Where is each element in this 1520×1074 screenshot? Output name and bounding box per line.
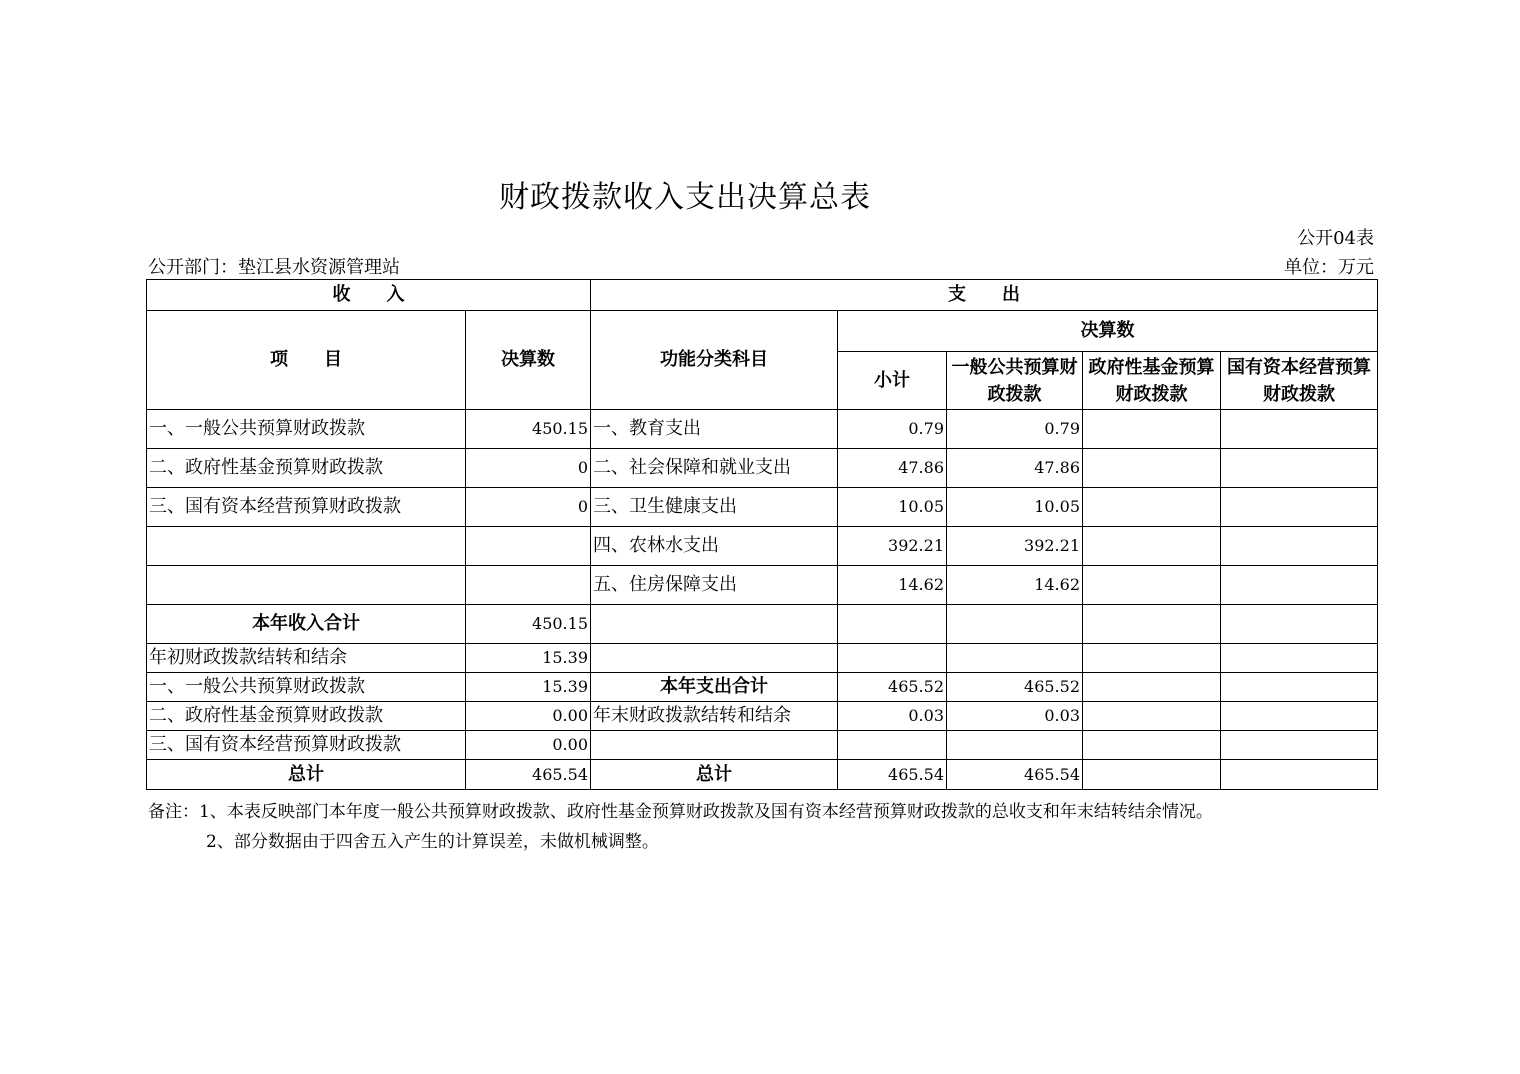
expense-general: 465.52 [947,673,1083,702]
grand-total-state [1221,760,1378,790]
grand-total-expense-label: 总计 [591,760,838,790]
table-number: 公开04表 [1297,228,1374,249]
income-value [466,566,591,605]
expense-subtotal: 392.21 [838,527,947,566]
expense-subtotal: 0.03 [838,702,947,731]
unit-label: 单位：万元 [1284,257,1374,278]
income-item: 二、政府性基金预算财政拨款 [147,702,466,731]
expense-state [1221,449,1378,488]
expense-general: 0.03 [947,702,1083,731]
table-row [147,702,1378,731]
income-value: 0.00 [466,702,591,731]
table-row [147,731,1378,760]
expense-item: 五、住房保障支出 [591,566,838,605]
expense-general [947,731,1083,760]
department-label: 公开部门：垫江县水资源管理站 [148,257,400,278]
notes [148,797,1213,857]
table-row [147,673,1378,702]
income-item: 三、国有资本经营预算财政拨款 [147,488,466,527]
item-header: 项 目 [147,311,466,410]
expense-subtotal: 14.62 [838,566,947,605]
grand-total-income-value: 465.54 [466,760,591,790]
expense-amount-header: 决算数 [838,311,1378,352]
income-total-value: 450.15 [466,605,591,644]
expense-subtotal: 10.05 [838,488,947,527]
subtotal-header: 小计 [838,352,947,410]
expense-state [1221,673,1378,702]
expense-item: 四、农林水支出 [591,527,838,566]
expense-general [947,644,1083,673]
expense-subtotal: 47.86 [838,449,947,488]
expense-gov-fund [1083,566,1221,605]
income-value [466,527,591,566]
income-item [147,566,466,605]
grand-total-subtotal: 465.54 [838,760,947,790]
note-1: 备注：1、本表反映部门本年度一般公共预算财政拨款、政府性基金预算财政拨款及国有资本经营预算财政拨款的总收支和年末结转结余情况。 [148,802,1213,822]
expense-state [1221,731,1378,760]
income-item: 一、一般公共预算财政拨款 [147,673,466,702]
expense-state [1221,488,1378,527]
func-class-header: 功能分类科目 [591,311,838,410]
expense-general: 0.79 [947,410,1083,449]
income-header: 收 入 [147,280,591,311]
table-row [147,410,1378,449]
table-row [147,449,1378,488]
expense-gov-fund [1083,527,1221,566]
income-value: 0 [466,449,591,488]
expense-subtotal [838,644,947,673]
table-row [147,488,1378,527]
expense-header: 支 出 [591,280,1378,311]
expense-state [1221,410,1378,449]
income-item [147,527,466,566]
state-capital-header: 国有资本经营预算财政拨款 [1221,352,1378,410]
expense-item: 二、社会保障和就业支出 [591,449,838,488]
expense-gov-fund [1083,449,1221,488]
expense-item: 一、教育支出 [591,410,838,449]
table-row [147,566,1378,605]
income-item: 三、国有资本经营预算财政拨款 [147,731,466,760]
expense-gov-fund [1083,644,1221,673]
expense-item: 三、卫生健康支出 [591,488,838,527]
expense-general: 10.05 [947,488,1083,527]
table-row [147,644,1378,673]
budget-table [146,279,1378,790]
grand-total-gov-fund [1083,760,1221,790]
expense-subtotal: 0.79 [838,410,947,449]
expense-gov-fund [1083,673,1221,702]
general-budget-header: 一般公共预算财政拨款 [947,352,1083,410]
table-row [147,527,1378,566]
income-value: 0.00 [466,731,591,760]
income-value: 450.15 [466,410,591,449]
expense-item [591,644,838,673]
gov-fund-header: 政府性基金预算财政拨款 [1083,352,1221,410]
note-2: 2、部分数据由于四舍五入产生的计算误差，未做机械调整。 [206,832,659,852]
expense-item: 年末财政拨款结转和结余 [591,702,838,731]
expense-general: 392.21 [947,527,1083,566]
expense-gov-fund [1083,731,1221,760]
expense-state [1221,566,1378,605]
expense-state [1221,527,1378,566]
grand-total-income-label: 总计 [147,760,466,790]
income-value: 15.39 [466,673,591,702]
income-amount-header: 决算数 [466,311,591,410]
expense-gov-fund [1083,488,1221,527]
income-item: 年初财政拨款结转和结余 [147,644,466,673]
income-total-label: 本年收入合计 [147,605,466,644]
expense-state [1221,644,1378,673]
expense-item: 本年支出合计 [591,673,838,702]
expense-general: 14.62 [947,566,1083,605]
expense-item [591,731,838,760]
grand-total-general: 465.54 [947,760,1083,790]
expense-gov-fund [1083,702,1221,731]
expense-subtotal: 465.52 [838,673,947,702]
income-value: 15.39 [466,644,591,673]
income-item: 一、一般公共预算财政拨款 [147,410,466,449]
income-item: 二、政府性基金预算财政拨款 [147,449,466,488]
page-title: 财政拨款收入支出决算总表 [499,180,871,215]
expense-subtotal [838,731,947,760]
expense-state [1221,702,1378,731]
expense-general: 47.86 [947,449,1083,488]
expense-gov-fund [1083,410,1221,449]
income-value: 0 [466,488,591,527]
